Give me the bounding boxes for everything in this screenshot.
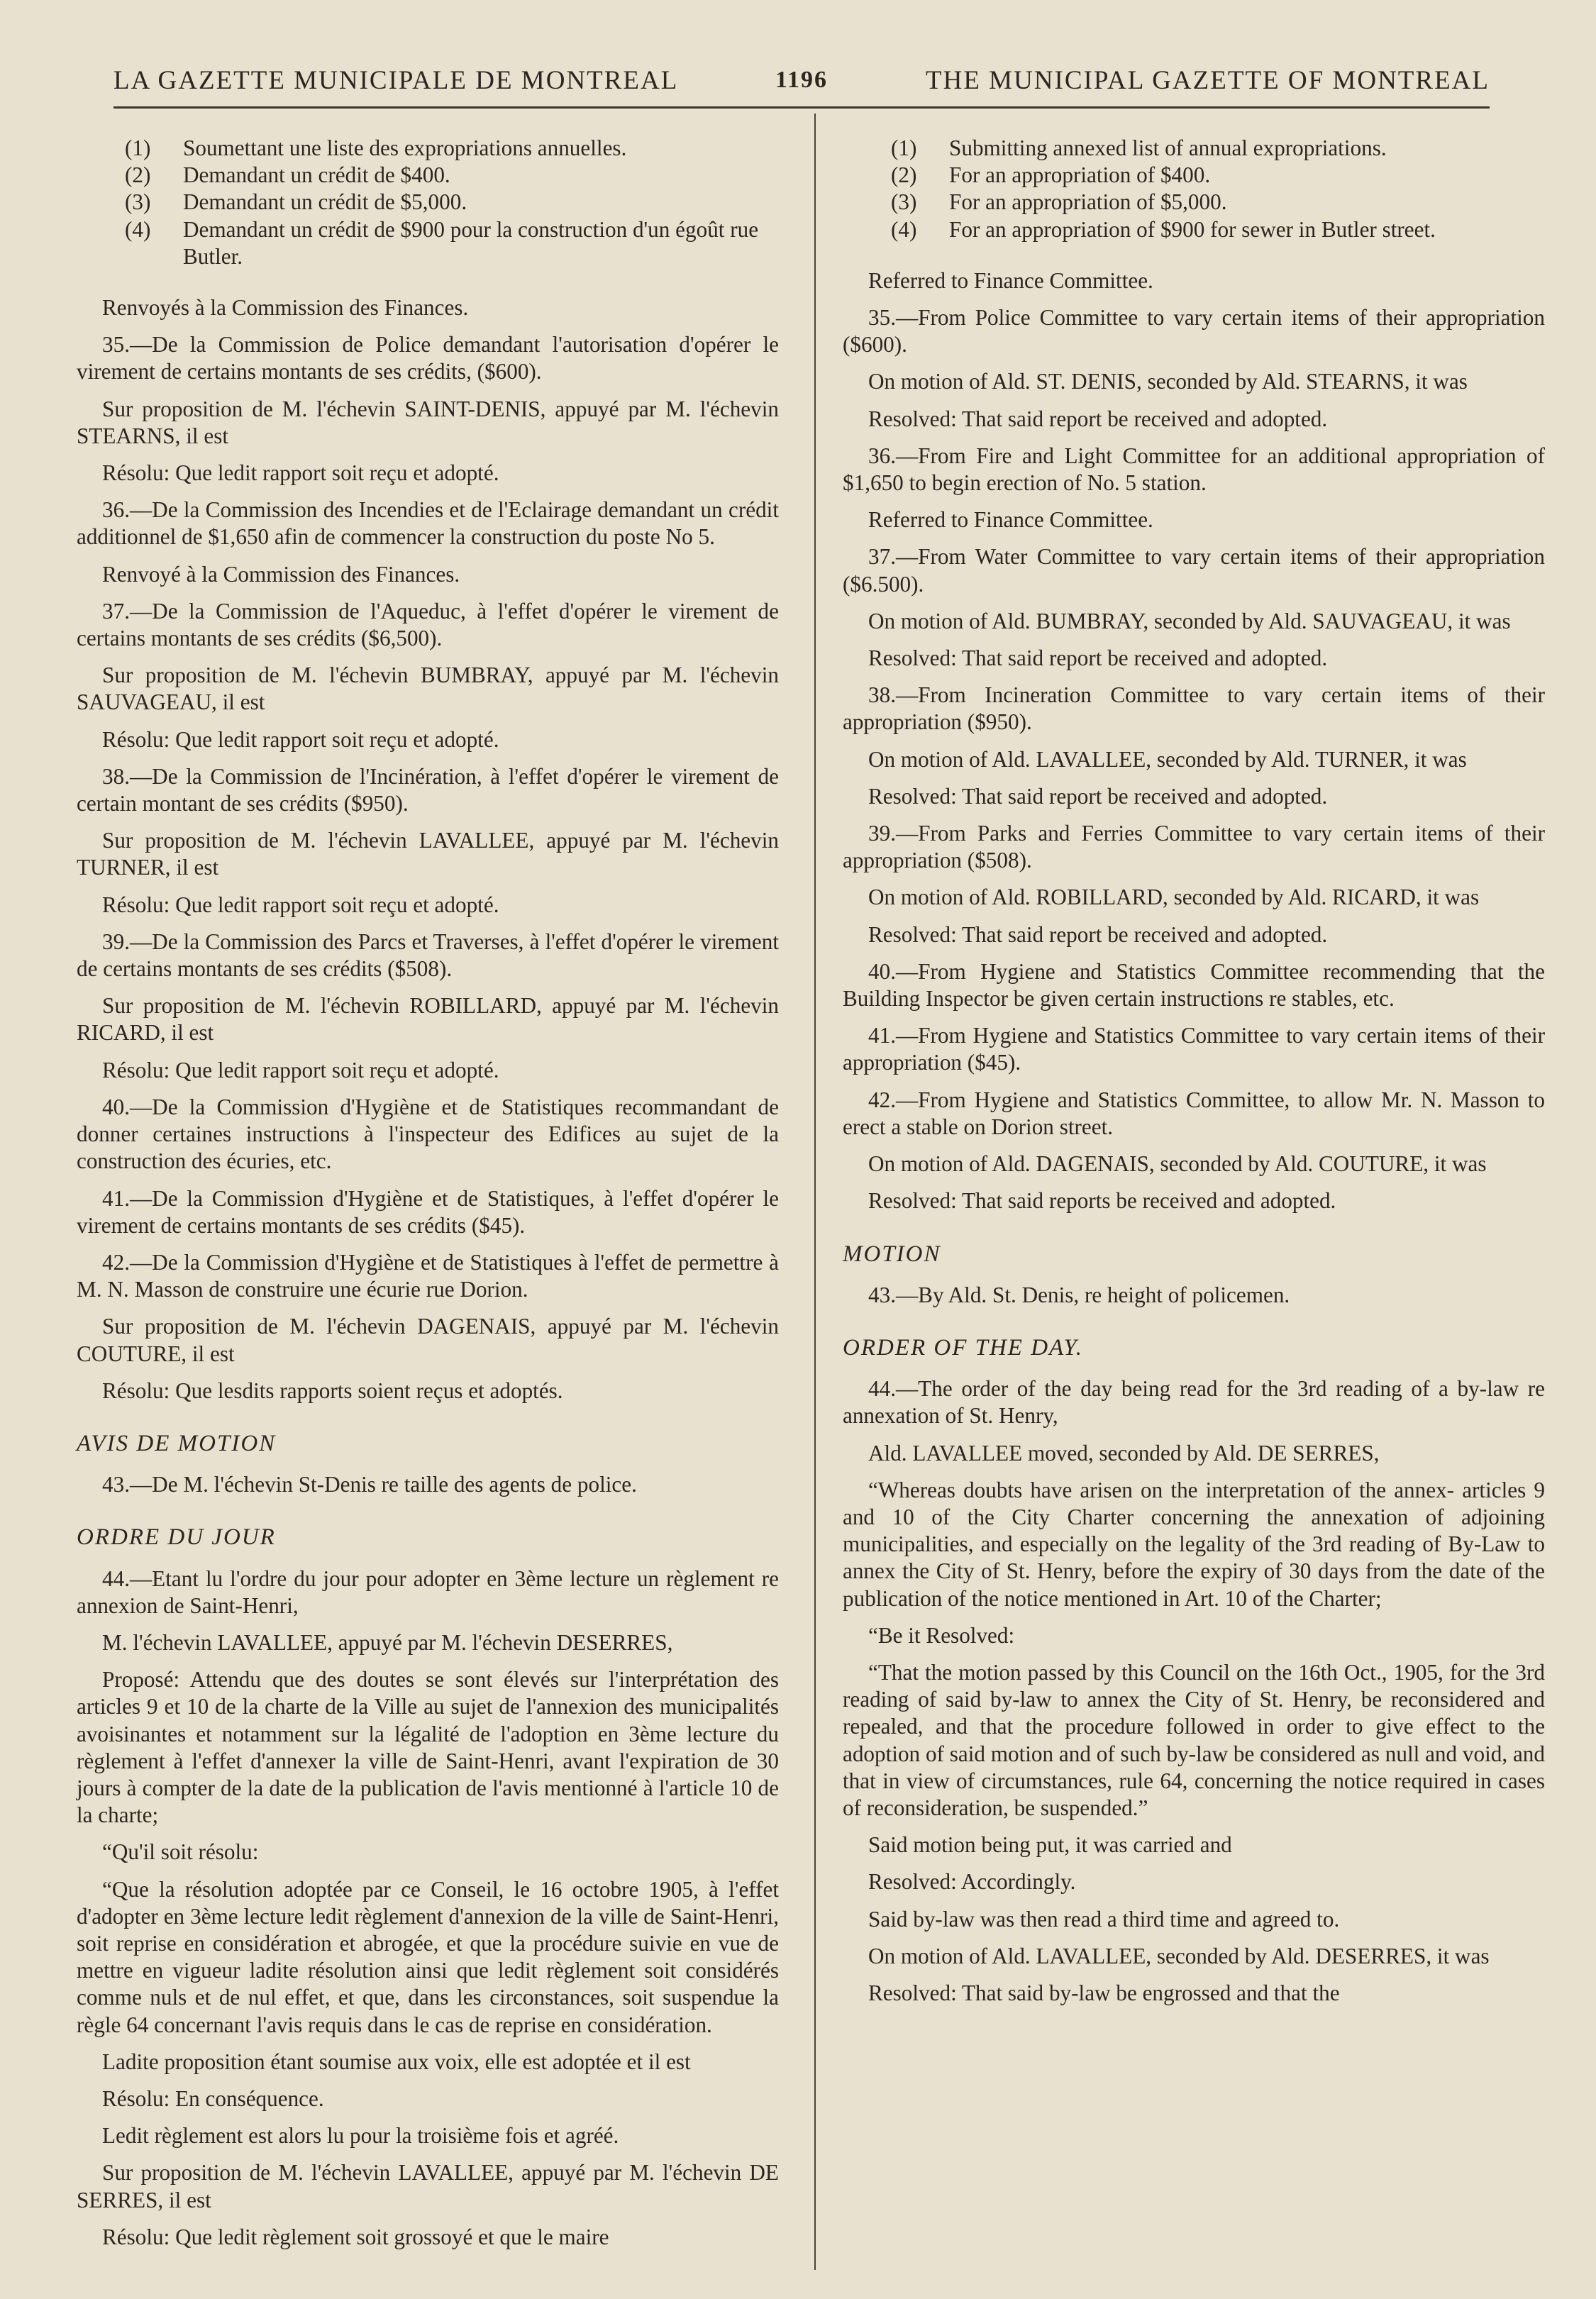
resolution: Résolu: Que ledit rapport soit reçu et adopté. <box>102 892 499 917</box>
motion: M. l'échevin LAVALLEE, appuyé par M. l'échevin DESERRES, <box>102 1629 673 1655</box>
resolution: Resolved: That said reports be received and adopted. <box>868 1188 1336 1214</box>
motion: Sur proposition de M. l'échevin DAGENAIS, appuyé par M. l'échevin COUTURE, il est <box>77 1314 779 1366</box>
item-42: 42.—From Hygiene and Statistics Committee, to allow Mr. N. Masson to erect a stable on Dorion street. <box>843 1087 1545 1139</box>
proposal: Proposé: Attendu que des doutes se sont élevés sur l'interprétation des articles 9 et 10 de la charte de la Ville au sujet de l'annexion des municipalités avoisinantes et notamment sur la légalité de l'adoption en 3ème lecture du règlement à l'effet d'annexer la ville de Saint-Henri, avant l'expiration de 30 jours à compter de la date de la publication de l'avis mentionné à l'article 10 de la charte; <box>77 1667 779 1828</box>
resolution: Resolved: That said report be received and adopted. <box>868 783 1328 809</box>
paragraph: Referred to Finance Committee. <box>868 507 1153 533</box>
list-item: (1) Submitting annexed list of annual expropriations. <box>891 135 1387 160</box>
list-item: (2) For an appropriation of $400. <box>891 162 1211 188</box>
item-39: 39.—De la Commission des Parcs et Traverses, à l'effet d'opérer le virement de certains montants de ses crédits ($508). <box>77 929 779 982</box>
resolution: Résolu: En conséquence. <box>102 2085 324 2111</box>
section-heading-order: ORDER OF THE DAY. <box>843 1334 1083 1361</box>
item-36: 36.—From Fire and Light Committee for an additional appropriation of $1,650 to begin erection of No. 5 station. <box>843 443 1545 496</box>
column-divider <box>814 113 816 2270</box>
item-41: 41.—De la Commission d'Hygiène et de Statistiques, à l'effet d'opérer le virement de certains montants de ses crédits ($45). <box>77 1185 779 1238</box>
running-header <box>113 55 1490 105</box>
resolution: Resolved: That said report be received and adopted. <box>868 921 1328 947</box>
item-42: 42.—De la Commission d'Hygiène et de Statistiques à l'effet de permettre à M. N. Masson de construire une écurie rue Dorion. <box>77 1249 779 1302</box>
motion: On motion of Ald. ST. DENIS, seconded by Ald. STEARNS, it was <box>868 369 1468 394</box>
item-37: 37.—De la Commission de l'Aqueduc, à l'effet d'opérer le virement de certains montants de ses crédits ($6,500). <box>77 598 779 651</box>
header-rule <box>113 106 1490 109</box>
item-41: 41.—From Hygiene and Statistics Committee to vary certain items of their appropriation ($45). <box>843 1023 1545 1075</box>
paragraph: Renvoyés à la Commission des Finances. <box>102 295 469 321</box>
paragraph: Ledit règlement est alors lu pour la troisième fois et agréé. <box>102 2123 619 2149</box>
header-title-french: LA GAZETTE MUNICIPALE DE MONTREAL <box>113 65 679 95</box>
motion: On motion of Ald. ROBILLARD, seconded by Ald. RICARD, it was <box>868 885 1480 910</box>
motion: On motion of Ald. LAVALLEE, seconded by Ald. DESERRES, it was <box>868 1943 1490 1968</box>
list-item: (1) Soumettant une liste des expropriations annuelles. <box>125 135 627 160</box>
item-43: 43.—By Ald. St. Denis, re height of policemen. <box>868 1282 1290 1307</box>
resolution: Résolu: Que ledit rapport soit reçu et adopté. <box>102 1057 499 1082</box>
list-item: (3) Demandant un crédit de $5,000. <box>125 189 467 215</box>
paragraph: “Qu'il soit résolu: <box>102 1839 259 1865</box>
proposal: “Whereas doubts have arisen on the interpretation of the annex- articles 9 and 10 of the City Charter concerning the annexation of adjoining municipalities, and especially on the legality of the 3rd reading of By-Law to annex the City of St. Henry, before the expiry of 30 days from the date of the publication of the notice mentioned in Art. 10 of the Charter; <box>843 1477 1545 1611</box>
item-38: 38.—De la Commission de l'Incinération, à l'effet d'opérer le virement de certain montant de ses crédits ($950). <box>77 763 779 816</box>
paragraph: “Que la résolution adoptée par ce Conseil, le 16 octobre 1905, à l'effet d'adopter en 3ème lecture ledit règlement d'annexion de la ville de Saint-Henri, soit reprise en considération et abrogée, et que la procédure suivie en vue de mettre en vigueur ladite résolution ainsi que ledit règlement soit considérés comme nuls et de nul effet, et que, dans les circonstances, soit suspendue la règle 64 concernant l'avis requis dans le cas de reprise en considération. <box>77 1876 779 2037</box>
paragraph: “That the motion passed by this Council on the 16th Oct., 1905, for the 3rd reading of said by-law to annex the City of St. Henry, be reconsidered and repealed, and that the procedure followed in order to give effect to the adoption of said motion and of such by-law be considered as null and void, and that in view of circumstances, rule 64, concerning the notice required in cases of reconsideration, be suspended.” <box>843 1659 1545 1820</box>
item-36: 36.—De la Commission des Incendies et de l'Eclairage demandant un crédit additionnel de $1,650 afin de commencer la construction du poste No 5. <box>77 497 779 550</box>
french-item-list <box>77 135 779 270</box>
item-35: 35.—De la Commission de Police demandant l'autorisation d'opérer le virement de certains montants de ses crédits, ($600). <box>77 332 779 384</box>
paragraph: Renvoyé à la Commission des Finances. <box>102 561 460 587</box>
item-38: 38.—From Incineration Committee to vary certain items of their appropriation ($950). <box>843 682 1545 735</box>
french-column <box>77 135 779 2261</box>
motion: On motion of Ald. BUMBRAY, seconded by Ald. SAUVAGEAU, it was <box>868 608 1511 633</box>
section-heading-ordre: ORDRE DU JOUR <box>77 1524 276 1551</box>
motion: Sur proposition de M. l'échevin LAVALLEE, appuyé par M. l'échevin DE SERRES, il est <box>77 2160 779 2212</box>
item-43: 43.—De M. l'échevin St-Denis re taille des agents de police. <box>102 1472 637 1497</box>
resolution: Resolved: That said by-law be engrossed and that the <box>868 1980 1340 2005</box>
item-44: 44.—Etant lu l'ordre du jour pour adopter en 3ème lecture un règlement re annexion de Saint-Henri, <box>77 1566 779 1618</box>
item-35: 35.—From Police Committee to vary certain items of their appropriation ($600). <box>843 305 1545 358</box>
resolution: Résolu: Que ledit rapport soit reçu et adopté. <box>102 726 499 752</box>
list-item: (4) Demandant un crédit de $900 pour la construction d'un égoût rue Butler. <box>125 216 759 269</box>
resolution: Résolu: Que ledit règlement soit grossoyé et que le maire <box>102 2224 609 2249</box>
item-39: 39.—From Parks and Ferries Committee to vary certain items of their appropriation ($508). <box>843 821 1545 873</box>
paragraph: “Be it Resolved: <box>868 1622 1015 1648</box>
section-heading-motion: MOTION <box>843 1241 941 1267</box>
resolution: Resolved: Accordingly. <box>868 1869 1076 1895</box>
item-40: 40.—From Hygiene and Statistics Committee recommending that the Building Inspector be given certain instructions re stables, etc. <box>843 958 1545 1012</box>
resolution: Résolu: Que lesdits rapports soient reçus et adoptés. <box>102 1378 563 1403</box>
motion: Sur proposition de M. l'échevin BUMBRAY, appuyé par M. l'échevin SAUVAGEAU, il est <box>77 663 779 715</box>
item-44: 44.—The order of the day being read for the 3rd reading of a by-law re annexation of St. Henry, <box>843 1376 1545 1429</box>
paragraph: Ladite proposition étant soumise aux voix, elle est adoptée et il est <box>102 2049 691 2074</box>
resolution: Résolu: Que ledit rapport soit reçu et adopté. <box>102 460 499 486</box>
item-37: 37.—From Water Committee to vary certain items of their appropriation ($6.500). <box>843 544 1545 597</box>
list-item: (2) Demandant un crédit de $400. <box>125 162 450 188</box>
motion: On motion of Ald. DAGENAIS, seconded by Ald. COUTURE, it was <box>868 1151 1487 1177</box>
motion: Sur proposition de M. l'échevin SAINT-DENIS, appuyé par M. l'échevin STEARNS, il est <box>77 396 779 448</box>
page-number: 1196 <box>775 67 829 93</box>
motion: Ald. LAVALLEE moved, seconded by Ald. DE SERRES, <box>868 1440 1380 1466</box>
motion: Sur proposition de M. l'échevin LAVALLEE, appuyé par M. l'échevin TURNER, il est <box>77 828 779 880</box>
motion: Sur proposition de M. l'échevin ROBILLARD, appuyé par M. l'échevin RICARD, il est <box>77 993 779 1046</box>
motion: On motion of Ald. LAVALLEE, seconded by Ald. TURNER, it was <box>868 746 1467 772</box>
list-item: (3) For an appropriation of $5,000. <box>891 189 1227 215</box>
list-item: (4) For an appropriation of $900 for sewer in Butler street. <box>891 216 1436 242</box>
section-heading-avis: AVIS DE MOTION <box>77 1430 277 1456</box>
header-title-english: THE MUNICIPAL GAZETTE OF MONTREAL <box>926 65 1490 95</box>
paragraph: Said by-law was then read a third time and agreed to. <box>868 1906 1340 1932</box>
item-40: 40.—De la Commission d'Hygiène et de Statistiques recommandant de donner certaines instructions à l'inspecteur des Edifices au sujet de la construction des écuries, etc. <box>77 1094 779 1174</box>
paragraph: Referred to Finance Committee. <box>868 267 1153 293</box>
resolution: Resolved: That said report be received and adopted. <box>868 646 1328 671</box>
english-column <box>843 135 1545 2017</box>
english-item-list <box>843 135 1545 243</box>
resolution: Resolved: That said report be received and adopted. <box>868 406 1328 431</box>
paragraph: Said motion being put, it was carried and <box>868 1832 1232 1858</box>
